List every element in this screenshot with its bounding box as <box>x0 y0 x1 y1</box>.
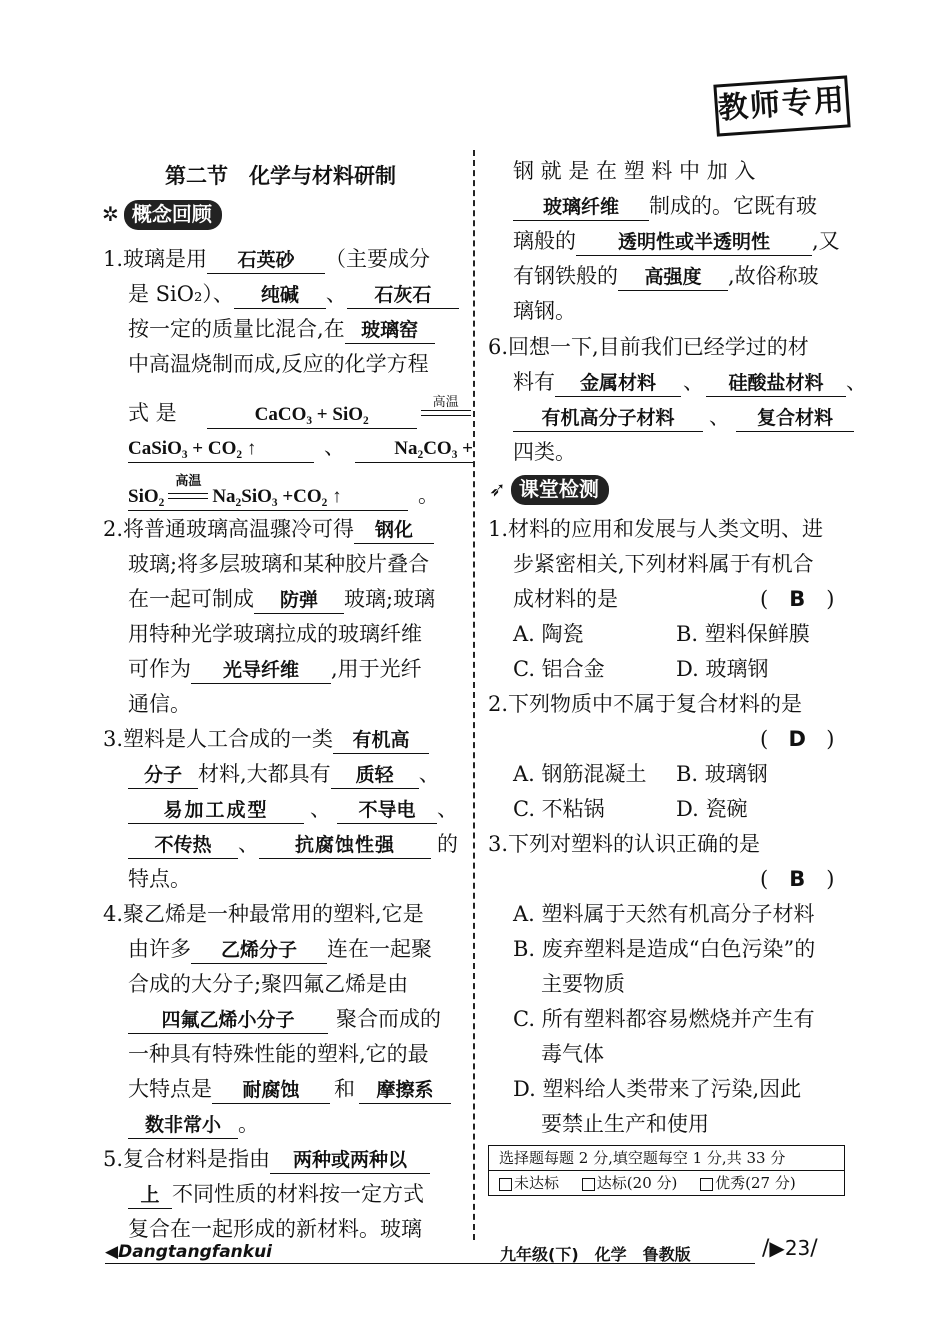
answer-blank: 透明性或半透明性 <box>576 229 812 256</box>
option-b: B. 废弃塑料是造成“白色污染”的 <box>513 937 816 961</box>
concept-heading-label: 概念回顾 <box>124 200 222 230</box>
answer-blank: 质轻 <box>331 762 419 789</box>
answer-blank: 防弹 <box>254 587 344 614</box>
checkbox-unmet[interactable] <box>499 1178 512 1191</box>
checkbox-excellent[interactable] <box>700 1178 713 1191</box>
footer-info: 九年级(下) 化学 鲁教版 <box>500 1245 691 1264</box>
option-c: C. 铝合金 <box>513 657 605 681</box>
option-a: A. 陶瓷 <box>513 622 584 646</box>
checkbox-met[interactable] <box>582 1178 595 1191</box>
rocket-icon: ➶ <box>489 477 506 501</box>
score-levels: 未达标 达标(20 分) 优秀(27 分) <box>489 1170 844 1195</box>
teacher-stamp <box>713 75 850 136</box>
answer-blank: 玻璃纤维 <box>513 194 649 221</box>
option-c: C. 不粘锅 <box>513 797 605 821</box>
option-b: B. 玻璃钢 <box>676 762 768 786</box>
option-d-cont: 要禁止生产和使用 <box>541 1112 709 1136</box>
answer-blank: 易加工成型 <box>128 797 304 824</box>
answer-blank: 抗腐蚀性强 <box>259 832 431 859</box>
answer-bracket: ( B ) <box>760 587 835 611</box>
equation-blank: SiO₂ 高温 Na₂SiO₃ +CO₂ ↑ <box>128 484 408 511</box>
condition-arrow: 高温 <box>421 404 471 426</box>
option-a: A. 钢筋混凝土 <box>513 762 647 786</box>
lightbulb-icon: ✲ <box>102 202 119 226</box>
answer-bracket: ( B ) <box>760 867 835 891</box>
answer-blank: 光导纤维 <box>191 657 331 684</box>
option-b-cont: 主要物质 <box>541 972 625 996</box>
check-heading <box>489 475 609 505</box>
option-c-cont: 毒气体 <box>541 1042 604 1066</box>
answer-blank: 有机高 <box>333 727 429 754</box>
option-d: D. 塑料给人类带来了污染,因此 <box>513 1077 802 1101</box>
answer-blank: 玻璃窑 <box>345 317 435 344</box>
column-divider <box>473 150 475 1240</box>
answer-blank: 不导电 <box>337 797 437 824</box>
answer-blank: 上 <box>128 1182 172 1209</box>
option-d: D. 瓷碗 <box>676 797 748 821</box>
option-d: D. 玻璃钢 <box>676 657 769 681</box>
arrow-right-icon: ▶ <box>769 1236 785 1260</box>
answer-blank: 高强度 <box>618 264 728 291</box>
answer-blank: 摩擦系 <box>359 1077 451 1104</box>
score-rule: 选择题每题 2 分,填空题每空 1 分,共 33 分 <box>499 1149 786 1167</box>
equation-blank: CaSiO₃ + CO₂ ↑ <box>128 436 314 463</box>
section-title: 第二节 化学与材料研制 <box>165 163 396 188</box>
condition-arrow: 高温 <box>168 487 208 509</box>
score-box <box>488 1145 845 1196</box>
arrow-left-icon: ◀ <box>105 1242 119 1262</box>
stamp-text: 教师专用 <box>716 82 847 127</box>
equation-blank: Na₂CO₃ + <box>355 436 473 463</box>
answer-blank: 复合材料 <box>736 405 854 432</box>
option-c: C. 所有塑料都容易燃烧并产生有 <box>513 1007 815 1031</box>
option-a: A. 塑料属于天然有机高分子材料 <box>513 902 815 926</box>
option-b: B. 塑料保鲜膜 <box>676 622 810 646</box>
answer-blank: 纯碱 <box>234 282 326 309</box>
answer-blank: 石灰石 <box>347 282 459 309</box>
answer-blank: 有机高分子材料 <box>513 405 703 432</box>
answer-blank: 分子 <box>128 762 198 789</box>
answer-blank: 不传热 <box>128 832 238 859</box>
footer-brand: ◀Dangtangfankui <box>105 1242 273 1262</box>
equation-blank: CaCO₃ + SiO₂ <box>207 402 417 429</box>
answer-blank: 金属材料 <box>555 370 681 397</box>
answer-blank: 钢化 <box>354 517 434 544</box>
answer-blank: 四氟乙烯小分子 <box>128 1007 328 1034</box>
answer-blank: 乙烯分子 <box>191 937 327 964</box>
answer-blank: 耐腐蚀 <box>212 1077 330 1104</box>
answer-blank: 石英砂 <box>207 247 325 274</box>
page-number: /▶23/ <box>762 1236 818 1261</box>
answer-bracket: ( D ) <box>760 727 835 751</box>
concept-heading <box>102 200 222 230</box>
answer-blank: 两种或两种以 <box>270 1147 430 1174</box>
check-heading-label: 课堂检测 <box>511 475 609 505</box>
answer-blank: 硅酸盐材料 <box>706 370 846 397</box>
answer-blank: 数非常小 <box>128 1112 238 1139</box>
